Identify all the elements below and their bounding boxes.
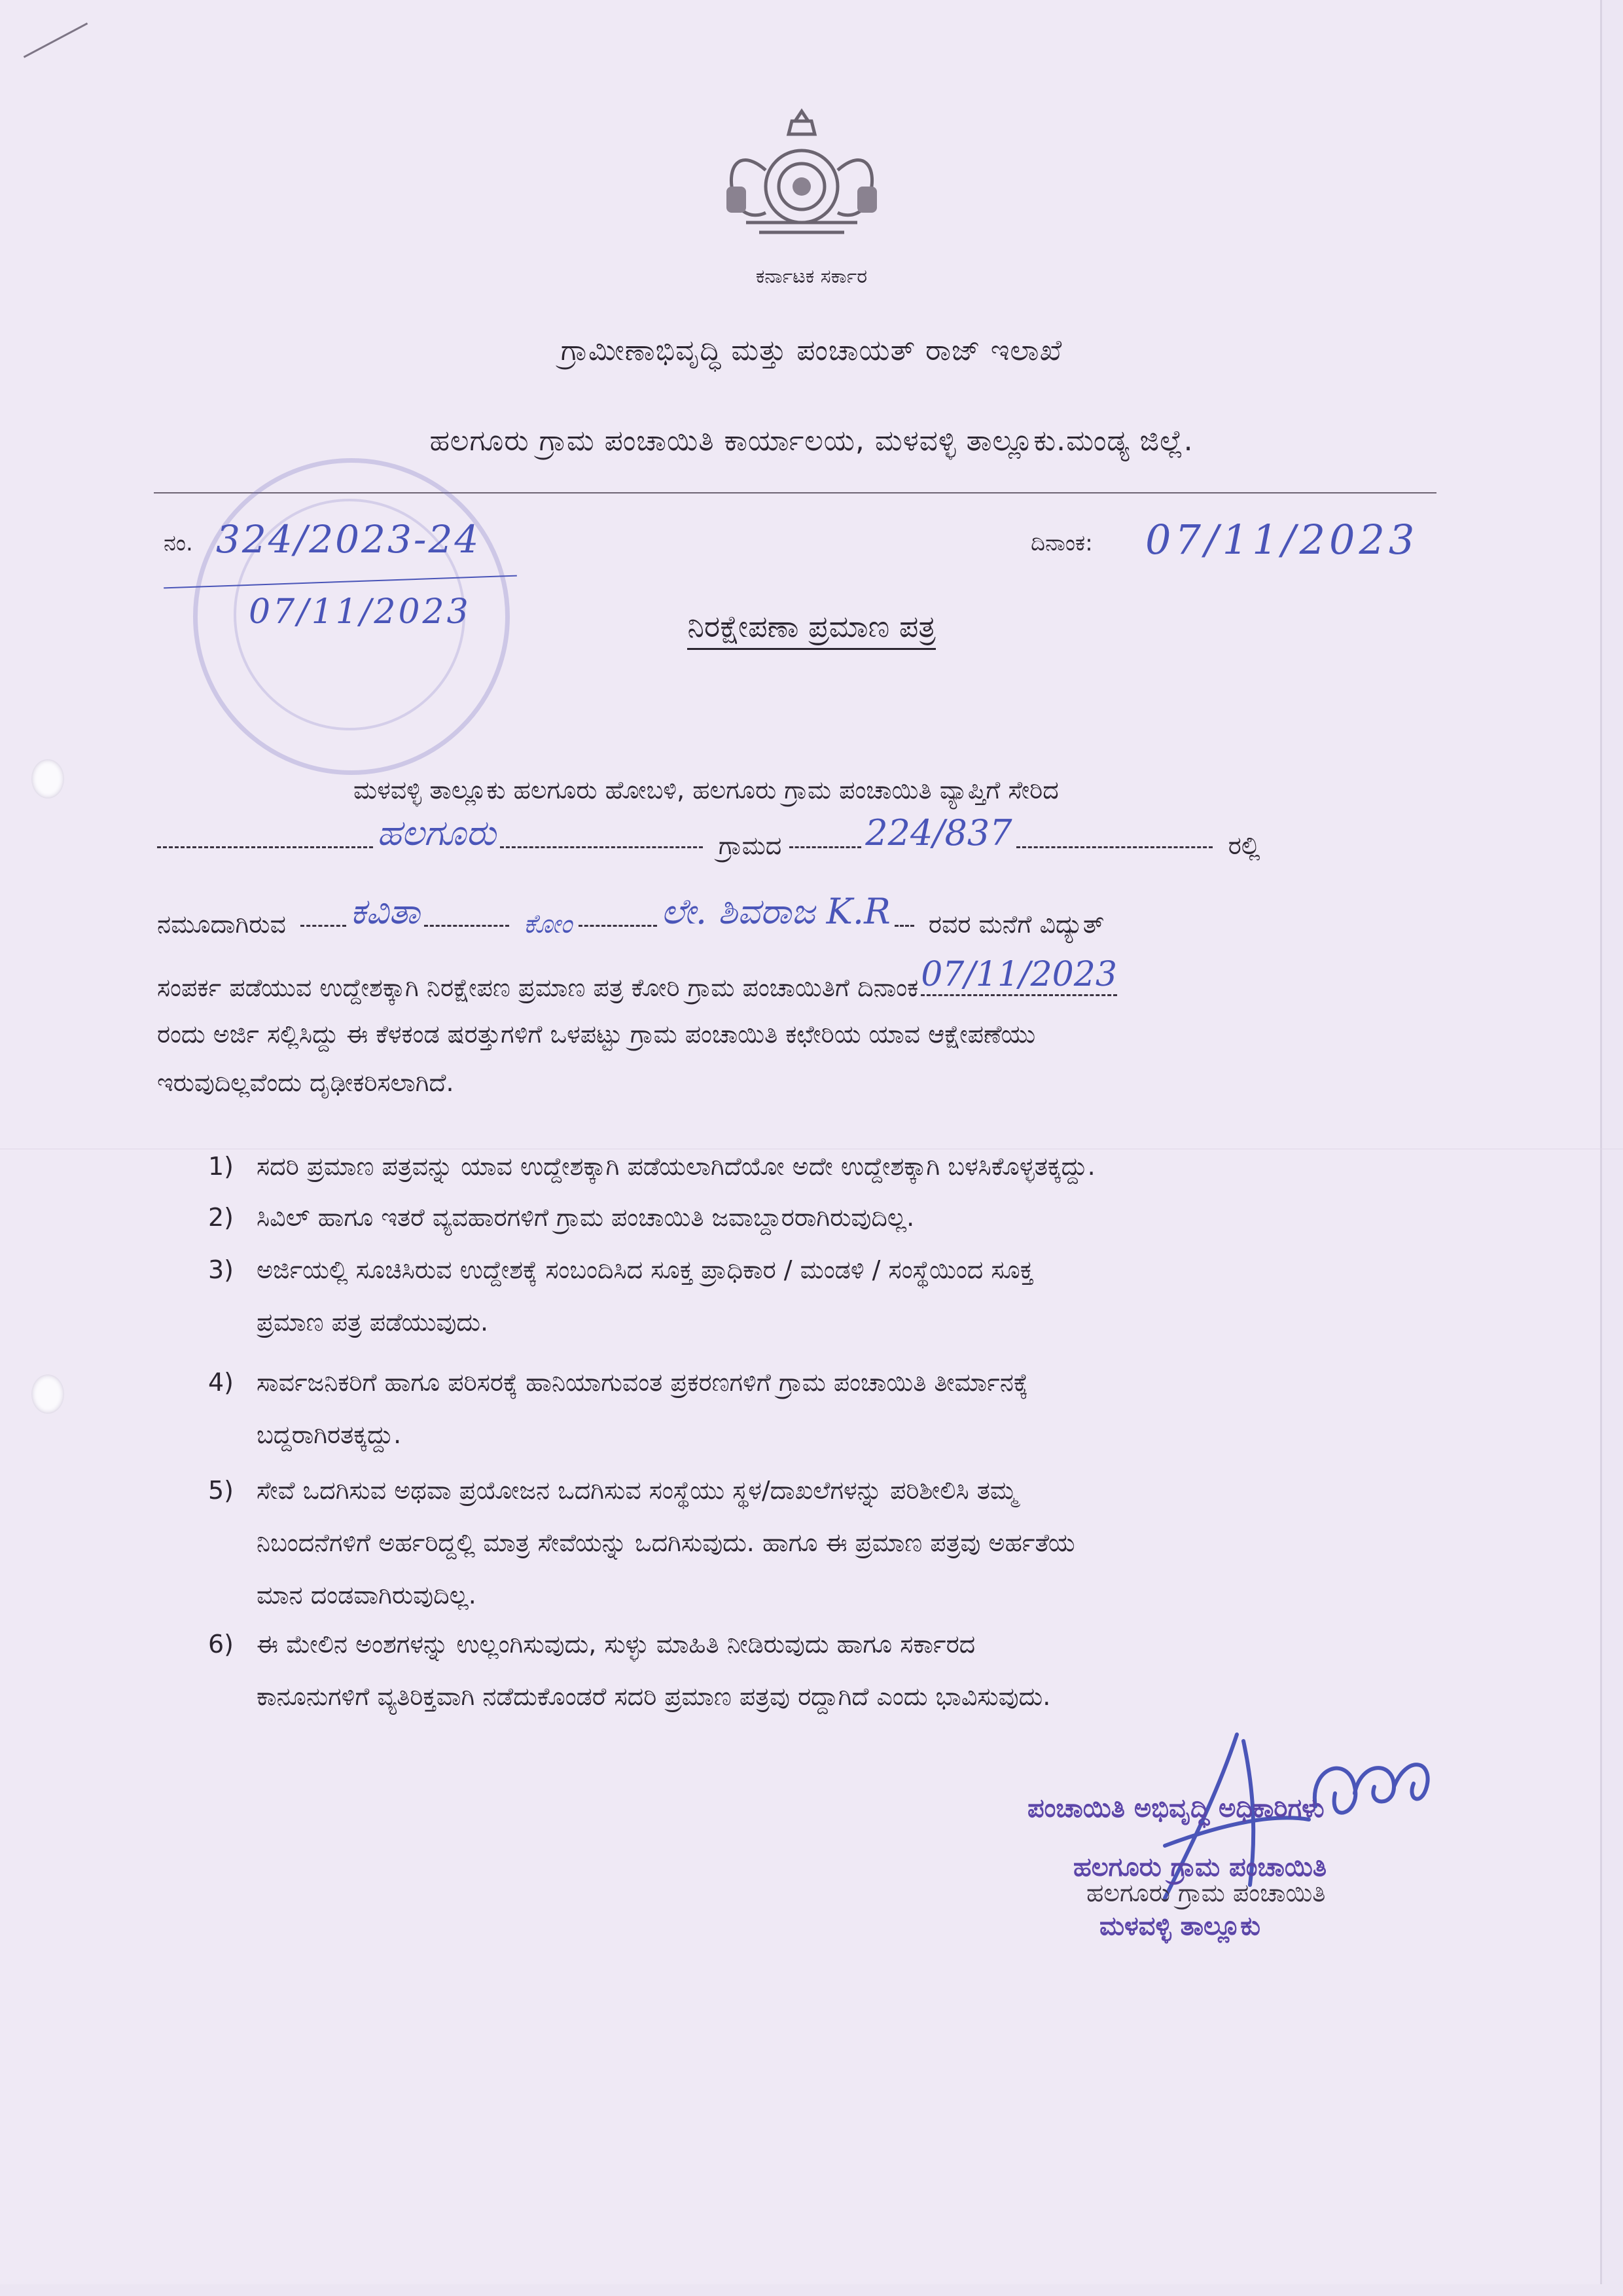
stamp-taluk: ಮಳವಳ್ಳಿ ತಾಲ್ಲೂಕು xyxy=(1099,1911,1260,1941)
body-line-4 xyxy=(157,955,1117,1005)
punch-hole-top xyxy=(31,759,64,798)
condition-5-line-1: ಸೇವೆ ಒದಗಿಸುವ ಅಥವಾ ಪ್ರಯೋಜನ ಒದಗಿಸುವ ಸಂಸ್ಥೆಯು ಸ್ಥಳ/ದಾಖಲೆಗಳನ್ನು ಪರಿಶೀಲಿಸಿ ತಮ್ಮ xyxy=(257,1476,1018,1505)
condition-5-line-3: ಮಾನ ದಂಡವಾಗಿರುವುದಿಲ್ಲ. xyxy=(257,1581,476,1609)
condition-4-line-1: ಸಾರ್ವಜನಿಕರಿಗೆ ಹಾಗೂ ಪರಿಸರಕ್ಕೆ ಹಾನಿಯಾಗುವಂತ ಪ್ರಕರಣಗಳಿಗೆ ಗ್ರಾಮ ಪಂಚಾಯಿತಿ ತೀರ್ಮಾನಕ್ಕೆ xyxy=(257,1368,1029,1397)
printed-office: ಹಲಗೂರು ಗ್ರಾಮ ಪಂಚಾಯಿತಿ xyxy=(1086,1878,1326,1907)
body-line-1: ಮಳವಳ್ಳಿ ತಾಲ್ಲೂಕು ಹಲಗೂರು ಹೋಬಳಿ, ಹಲಗೂರು ಗ್ರಾಮ ಪಂಚಾಯಿತಿ ವ್ಯಾಪ್ತಿಗೆ ಸೇರಿದ xyxy=(353,776,1059,804)
applicant-name-handwritten: ಕವಿತಾ xyxy=(349,891,420,932)
condition-6-line-2: ಕಾನೂನುಗಳಿಗೆ ವ್ಯತಿರಿಕ್ತವಾಗಿ ನಡೆದುಕೊಂಡರೆ ಸದರಿ ಪ್ರಮಾಣ ಪತ್ರವು ರದ್ದಾಗಿದೆ ಎಂದು ಭಾವಿಸುವುದು. xyxy=(257,1682,1051,1711)
body-line-3 xyxy=(157,891,1105,942)
condition-1-line-1: ಸದರಿ ಪ್ರಮಾಣ ಪತ್ರವನ್ನು ಯಾವ ಉದ್ದೇಶಕ್ಕಾಗಿ ಪಡೆಯಲಾಗಿದೆಯೋ ಅದೇ ಉದ್ದೇಶಕ್ಕಾಗಿ ಬಳಸಿಕೊಳ್ಳತಕ್ಕದ್ದು. xyxy=(257,1152,1096,1181)
date-label: ದಿನಾಂಕ: xyxy=(1031,530,1093,556)
office-name: ಹಲಗೂರು ಗ್ರಾಮ ಪಂಚಾಯಿತಿ ಕಾರ್ಯಾಲಯ, ಮಳವಳ್ಳಿ ತಾಲ್ಲೂಕು.ಮಂಡ್ಯ ಜಿಲ್ಲೆ. xyxy=(429,424,1194,457)
village-handwritten: ಹಲಗೂರು xyxy=(377,812,496,853)
certificate-title xyxy=(0,609,1623,645)
condition-5-number: 5) xyxy=(208,1476,234,1505)
body-line-4-text: ಸಂಪರ್ಕ ಪಡೆಯುವ ಉದ್ದೇಶಕ್ಕಾಗಿ ನಿರಕ್ಷೇಪಣ ಪ್ರಮಾಣ ಪತ್ರ ಕೋರಿ ಗ್ರಾಮ ಪಂಚಾಯಿತಿಗೆ ದಿನಾಂಕ xyxy=(157,973,919,1002)
reference-number-label: ನಂ. xyxy=(164,530,193,556)
state-emblem-icon xyxy=(707,108,897,239)
condition-3-line-2: ಪ್ರಮಾಣ ಪತ್ರ ಪಡೆಯುವುದು. xyxy=(257,1308,489,1336)
namudagiruva-label: ನಮೂದಾಗಿರುವ xyxy=(157,910,286,939)
village-dash-right xyxy=(500,846,703,848)
stamp-office: ಹಲಗೂರು ಗ್ರಾಮ ಪಂಚಾಯಿತಿ xyxy=(1073,1852,1327,1882)
husband-dash-left xyxy=(579,925,657,927)
body-line-5: ರಂದು ಅರ್ಜಿ ಸಲ್ಲಿಸಿದ್ದು ಈ ಕೆಳಕಂಡ ಷರತ್ತುಗಳಿಗೆ ಒಳಪಟ್ಟು ಗ್ರಾಮ ಪಂಚಾಯಿತಿ ಕಛೇರಿಯ ಯಾವ ಆಕ್ಷೇಪಣೆಯು xyxy=(157,1020,1036,1049)
reference-date-value: 07/11/2023 xyxy=(249,592,471,632)
body-line-3-tail: ರವರ ಮನೆಗೆ ವಿದ್ಯುತ್ xyxy=(928,910,1105,939)
grama-label: ಗ್ರಾಮದ xyxy=(718,831,782,860)
govt-name: ಕರ್ನಾಟಕ ಸರ್ಕಾರ xyxy=(755,265,868,288)
name-dash-right xyxy=(424,925,509,927)
village-dash-left xyxy=(157,846,373,848)
body-line-2 xyxy=(157,812,1440,863)
property-dash-right xyxy=(1016,846,1213,848)
ralli-label: ರಲ್ಲಿ xyxy=(1228,831,1260,860)
date-value: 07/11/2023 xyxy=(1145,516,1419,564)
stamp-designation: ಪಂಚಾಯಿತಿ ಅಭಿವೃದ್ಧಿ ಅಧಿಕಾರಿಗಳು xyxy=(1027,1793,1325,1823)
department-name: ಗ್ರಾಮೀಣಾಭಿವೃದ್ಧಿ ಮತ್ತು ಪಂಚಾಯತ್ ರಾಜ್ ಇಲಾಖೆ xyxy=(560,334,1063,367)
condition-4-number: 4) xyxy=(208,1368,234,1397)
husband-dash-right xyxy=(895,925,914,927)
relation-handwritten: ಕೋಂ xyxy=(523,909,573,939)
condition-6-number: 6) xyxy=(208,1630,234,1659)
application-date-handwritten: 07/11/2023 xyxy=(921,955,1117,996)
condition-1-number: 1) xyxy=(208,1152,234,1181)
reference-number-value: 324/2023-24 xyxy=(216,517,481,562)
condition-3-number: 3) xyxy=(208,1255,234,1284)
condition-6-line-1: ಈ ಮೇಲಿನ ಅಂಶಗಳನ್ನು ಉಲ್ಲಂಗಿಸುವುದು, ಸುಳ್ಳು ಮಾಹಿತಿ ನೀಡಿರುವುದು ಹಾಗೂ ಸರ್ಕಾರದ xyxy=(257,1630,976,1659)
name-dash-left xyxy=(300,925,346,927)
condition-5-line-2: ನಿಬಂದನೆಗಳಿಗೆ ಅರ್ಹರಿದ್ದಲ್ಲಿ ಮಾತ್ರ ಸೇವೆಯನ್ನು ಒದಗಿಸುವುದು. ಹಾಗೂ ಈ ಪ್ರಮಾಣ ಪತ್ರವು ಅರ್ಹತೆಯ xyxy=(257,1528,1075,1557)
punch-hole-bottom xyxy=(31,1374,64,1414)
condition-4-line-2: ಬದ್ದರಾಗಿರತಕ್ಕದ್ದು. xyxy=(257,1420,402,1449)
property-dash-left xyxy=(789,846,861,848)
condition-2-line-1: ಸಿವಿಲ್ ಹಾಗೂ ಇತರೆ ವ್ಯವಹಾರಗಳಿಗೆ ಗ್ರಾಮ ಪಂಚಾಯಿತಿ ಜವಾಬ್ದಾರರಾಗಿರುವುದಿಲ್ಲ. xyxy=(257,1203,915,1232)
certificate-title-text: ನಿರಕ್ಷೇಪಣಾ ಪ್ರಮಾಣ ಪತ್ರ xyxy=(687,609,935,650)
husband-name-handwritten: ಲೇ. ಶಿವರಾಜ K.R xyxy=(661,891,891,932)
property-number-handwritten: 224/837 xyxy=(865,812,1012,853)
condition-3-line-1: ಅರ್ಜಿಯಲ್ಲಿ ಸೂಚಿಸಿರುವ ಉದ್ದೇಶಕ್ಕೆ ಸಂಬಂದಿಸಿದ ಸೂಕ್ತ ಪ್ರಾಧಿಕಾರ / ಮಂಡಳಿ / ಸಂಸ್ಥೆಯಿಂದ ಸೂಕ್ತ xyxy=(257,1255,1034,1284)
condition-2-number: 2) xyxy=(208,1203,234,1232)
body-line-6: ಇರುವುದಿಲ್ಲವೆಂದು ದೃಢೀಕರಿಸಲಾಗಿದೆ. xyxy=(157,1068,454,1097)
